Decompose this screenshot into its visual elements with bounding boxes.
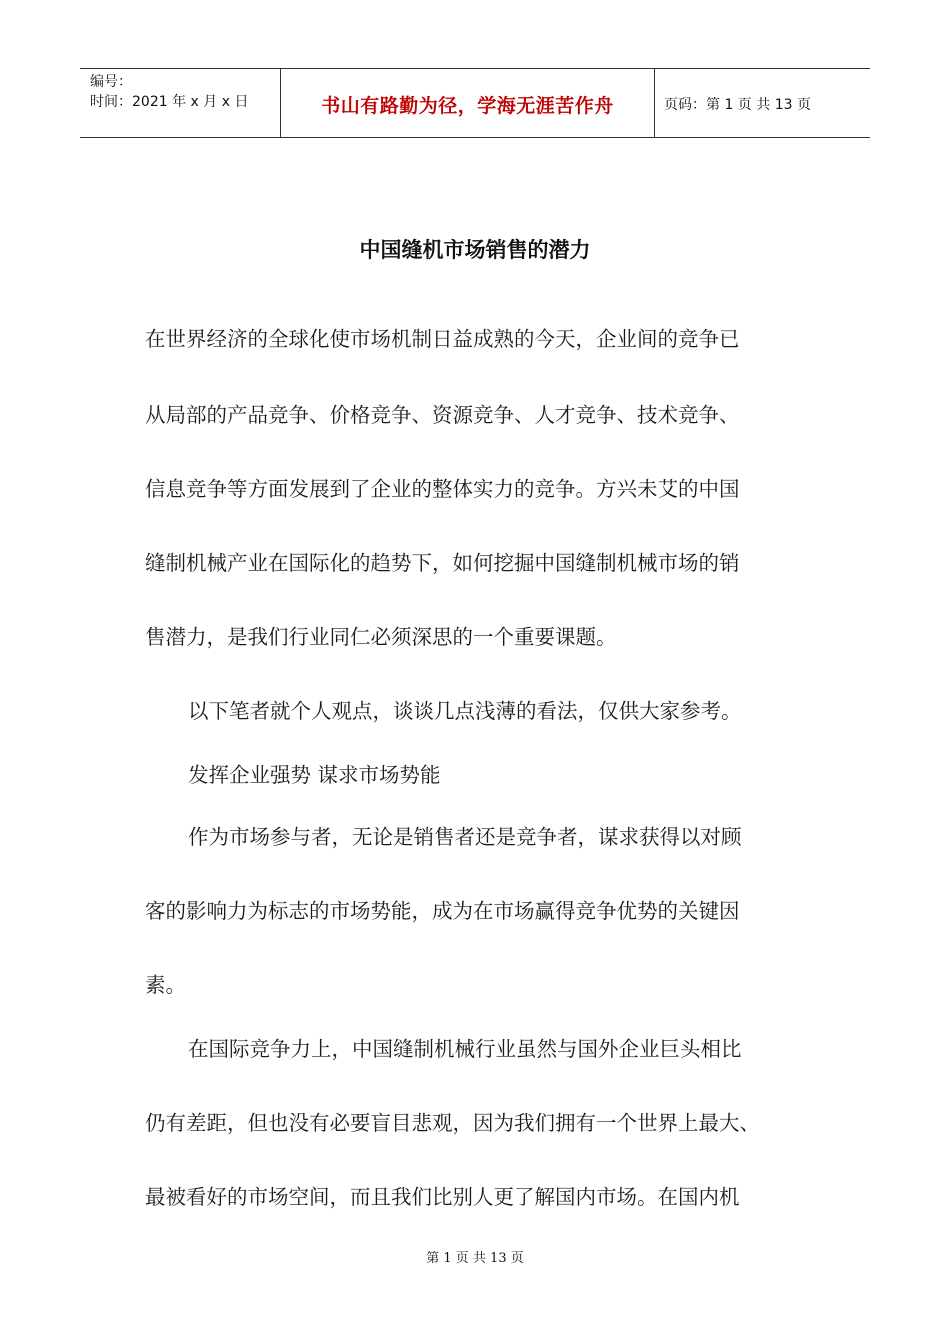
- section-heading: 发挥企业强势 谋求市场势能: [188, 763, 441, 787]
- body-line: 售潜力，是我们行业同仁必须深思的一个重要课题。: [145, 625, 617, 649]
- header-page-info: 页码：第 1 页 共 13 页: [664, 97, 811, 113]
- body-line: 缝制机械产业在国际化的趋势下，如何挖掘中国缝制机械市场的销: [145, 551, 740, 575]
- document-title: 中国缝机市场销售的潜力: [359, 238, 591, 262]
- header-right-cell: [654, 69, 870, 137]
- body-line: 在世界经济的全球化使市场机制日益成熟的今天，企业间的竞争已: [145, 327, 740, 351]
- body-line: 素。: [145, 973, 186, 997]
- body-line: 最被看好的市场空间，而且我们比别人更了解国内市场。在国内机: [145, 1185, 740, 1209]
- body-line: 客的影响力为标志的市场势能，成为在市场赢得竞争优势的关键因: [145, 899, 740, 923]
- motto: 书山有路勤为径，学海无涯苦作舟: [321, 95, 614, 117]
- body-line: 信息竞争等方面发展到了企业的整体实力的竞争。方兴未艾的中国: [145, 477, 740, 501]
- body-line: 仍有差距，但也没有必要盲目悲观，因为我们拥有一个世界上最大、: [145, 1111, 760, 1135]
- header-motto-cell: [280, 69, 655, 137]
- body-line: 从局部的产品竞争、价格竞争、资源竞争、人才竞争、技术竞争、: [145, 403, 740, 427]
- date-label: 时间：2021 年 x 月 x 日: [90, 94, 249, 110]
- number-label: 编号：: [90, 74, 132, 90]
- header-left-cell: [80, 69, 280, 137]
- body-line: 在国际竞争力上，中国缝制机械行业虽然与国外企业巨头相比: [188, 1037, 742, 1061]
- body-line: 作为市场参与者，无论是销售者还是竞争者，谋求获得以对顾: [188, 825, 742, 849]
- document-header: [80, 68, 870, 138]
- body-line: 以下笔者就个人观点，谈谈几点浅薄的看法，仅供大家参考。: [188, 699, 742, 723]
- page-footer: 第 1 页 共 13 页: [426, 1251, 524, 1266]
